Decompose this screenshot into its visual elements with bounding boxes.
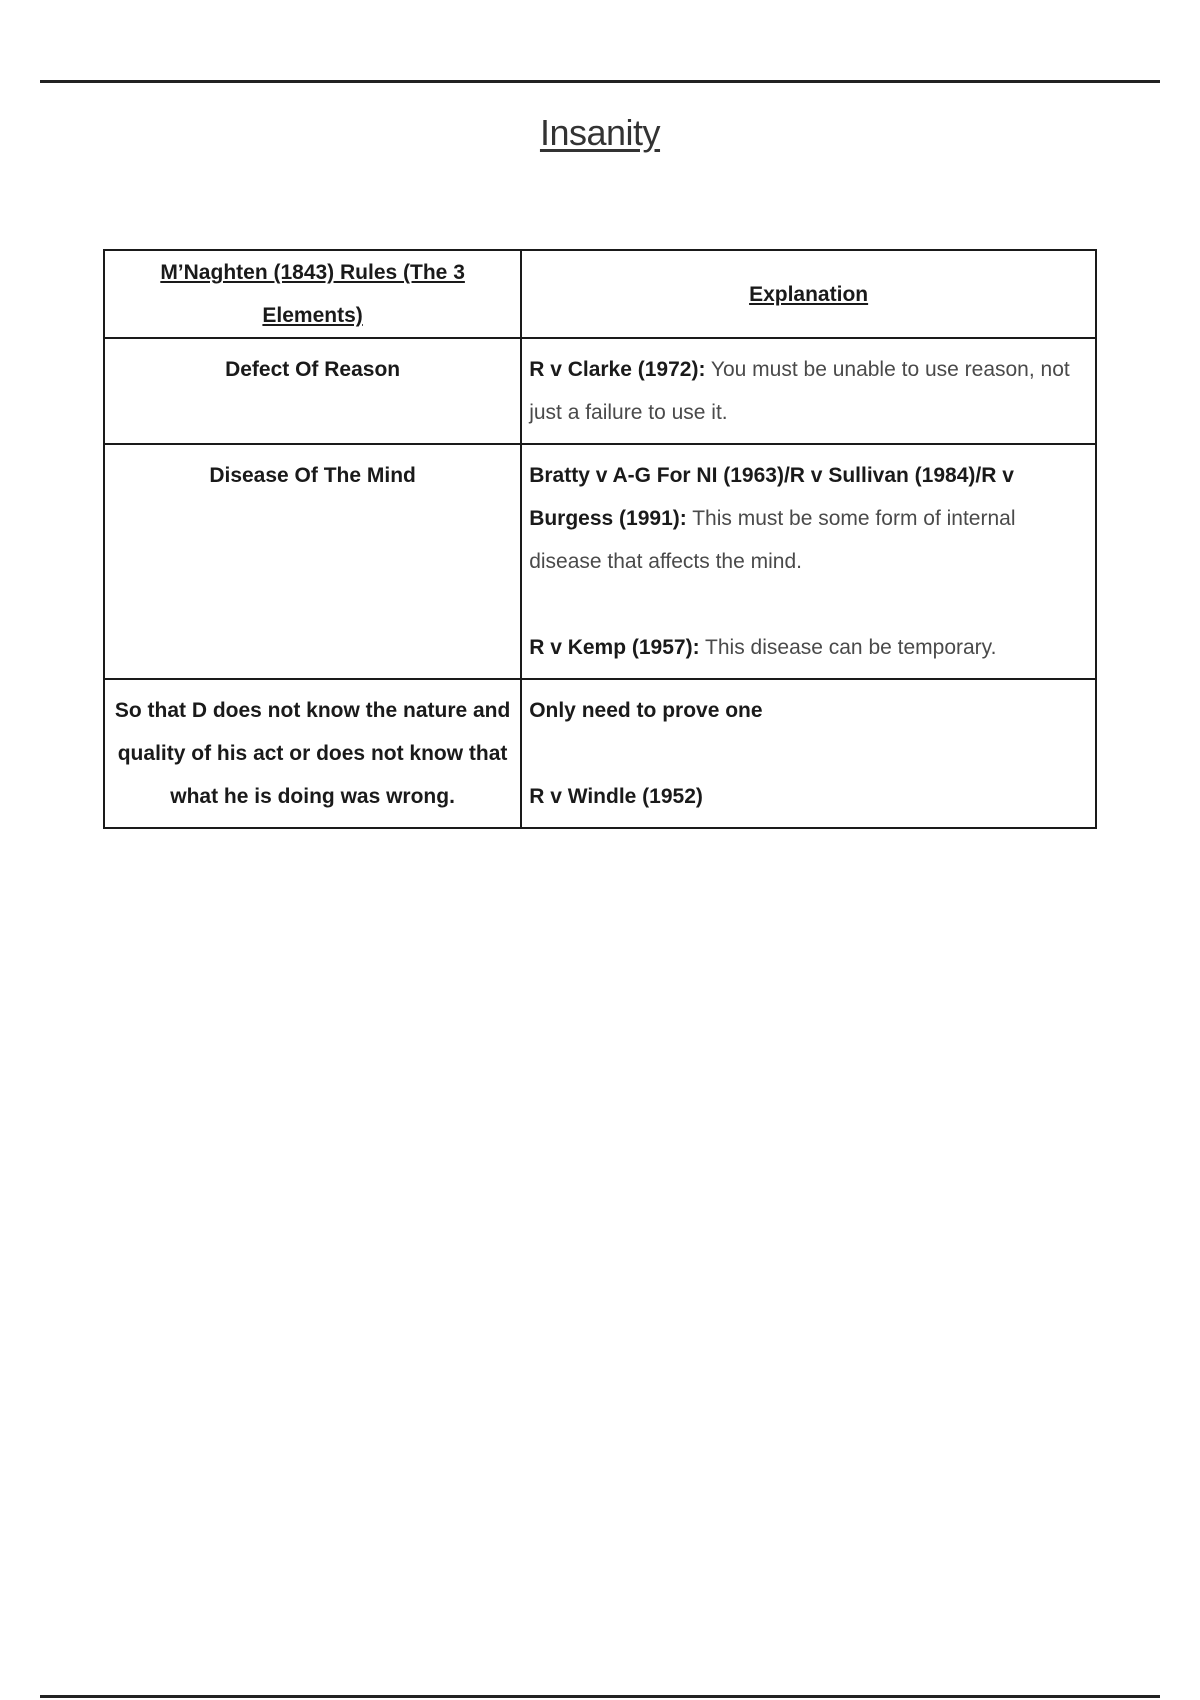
element-cell: Disease Of The Mind	[104, 444, 521, 679]
rules-table	[103, 249, 1097, 829]
column-header-elements: M’Naghten (1843) Rules (The 3 Elements)	[104, 250, 521, 338]
explanation-paragraph	[529, 454, 1088, 583]
case-citation: R v Clarke (1972):	[529, 358, 706, 381]
bottom-rule	[40, 1695, 1160, 1698]
case-citation: R v Windle (1952)	[529, 785, 703, 808]
explanation-paragraph	[529, 689, 1088, 732]
explanation-paragraph	[529, 775, 1088, 818]
paragraph-gap	[529, 583, 1088, 626]
case-citation: R v Kemp (1957):	[529, 636, 700, 659]
element-cell: Defect Of Reason	[104, 338, 521, 444]
table-row	[104, 444, 1096, 679]
explanation-cell	[521, 338, 1096, 444]
top-rule	[40, 80, 1160, 83]
paragraph-gap	[529, 732, 1088, 775]
case-citation: Bratty v A-G For NI (1963)/R v Sullivan (1984)/R v Burgess (1991):	[529, 464, 1014, 530]
table-row	[104, 679, 1096, 828]
explanation-cell	[521, 444, 1096, 679]
page-title: Insanity	[539, 112, 661, 153]
explanation-paragraph	[529, 626, 1088, 669]
table-header-row	[104, 250, 1096, 338]
explanation-text: You must be unable to use reason, not just a failure to use it.	[529, 358, 1070, 424]
explanation-note: Only need to prove one	[529, 699, 763, 722]
column-header-explanation: Explanation	[521, 250, 1096, 338]
explanation-text: This must be some form of internal disease that affects the mind.	[529, 507, 1016, 573]
table-row	[104, 338, 1096, 444]
explanation-cell	[521, 679, 1096, 828]
explanation-paragraph	[529, 348, 1088, 434]
element-cell: So that D does not know the nature and quality of his act or does not know that what he is doing was wrong.	[104, 679, 521, 828]
explanation-text: This disease can be temporary.	[699, 636, 997, 659]
